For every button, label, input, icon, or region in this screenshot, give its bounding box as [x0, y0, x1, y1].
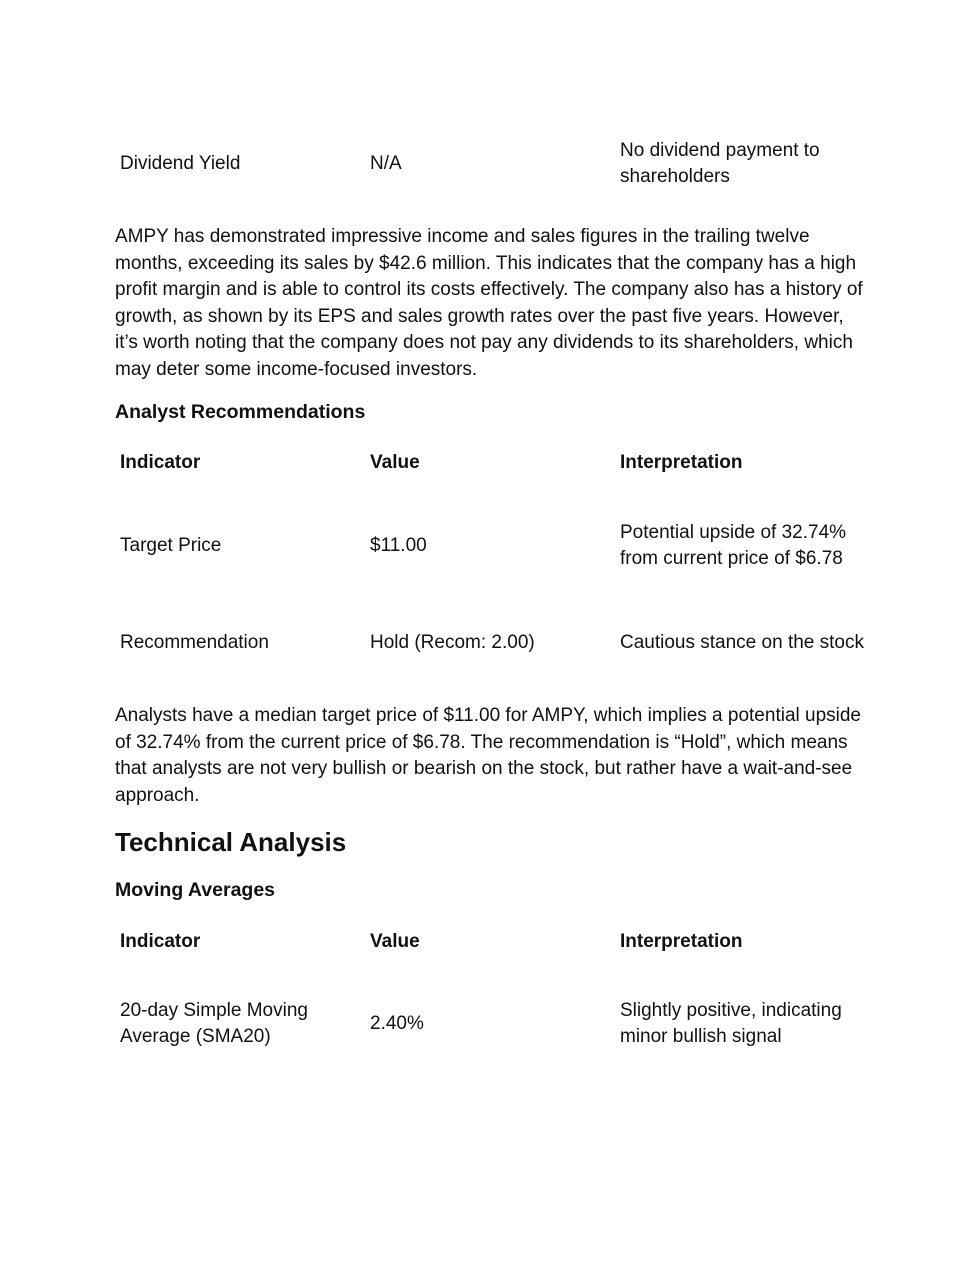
cell-value: $11.00	[370, 535, 427, 556]
header-interpretation: Interpretation	[620, 931, 743, 952]
cell-interpretation: No dividend payment to shareholders	[620, 140, 820, 187]
moving-averages-table-header	[115, 929, 865, 955]
cell-indicator: Dividend Yield	[120, 153, 241, 174]
cell-interpretation: Cautious stance on the stock	[620, 632, 864, 653]
cell-interpretation: Potential upside of 32.74% from current price of $6.78	[620, 522, 847, 569]
table-row-target-price	[115, 520, 865, 572]
cell-indicator: Target Price	[120, 535, 222, 556]
header-indicator: Indicator	[120, 452, 201, 473]
analyst-table-header	[115, 450, 865, 476]
cell-value: 2.40%	[370, 1013, 424, 1034]
analyst-recommendations-heading: Analyst Recommendations	[115, 401, 366, 423]
header-interpretation: Interpretation	[620, 452, 743, 473]
header-indicator: Indicator	[120, 931, 201, 952]
analyst-paragraph: Analysts have a median target price of $11.00 for AMPY, which implies a potential upside of 32.74% from the current price of $6.78. The recommendation is “Hold”, which means that analysts are not very bullish or bearish on the stock, but rather have a wait-and-see approach.	[115, 705, 862, 806]
moving-averages-heading: Moving Averages	[115, 879, 276, 901]
cell-indicator: Recommendation	[120, 632, 269, 653]
table-row-recommendation	[115, 617, 865, 669]
cell-value: N/A	[370, 153, 402, 174]
cell-interpretation: Slightly positive, indicating minor bullish signal	[620, 1000, 842, 1047]
header-value: Value	[370, 452, 420, 473]
technical-analysis-heading: Technical Analysis	[115, 827, 347, 857]
cell-value: Hold (Recom: 2.00)	[370, 632, 535, 653]
table-row-dividend-yield	[115, 138, 865, 190]
income-paragraph: AMPY has demonstrated impressive income and sales figures in the trailing twelve months, exceeding its sales by $42.6 million. This indicates that the company has a high profit margin and is able to control its costs effectively. The company also has a history of growth, as shown by its EPS and sales growth rates over the past five years. However, it’s worth noting that the company does not pay any dividends to its shareholders, which may deter some income-focused investors.	[115, 226, 863, 380]
table-row-sma20	[115, 998, 865, 1050]
header-value: Value	[370, 931, 420, 952]
cell-indicator: 20-day Simple Moving Average (SMA20)	[120, 1000, 308, 1047]
